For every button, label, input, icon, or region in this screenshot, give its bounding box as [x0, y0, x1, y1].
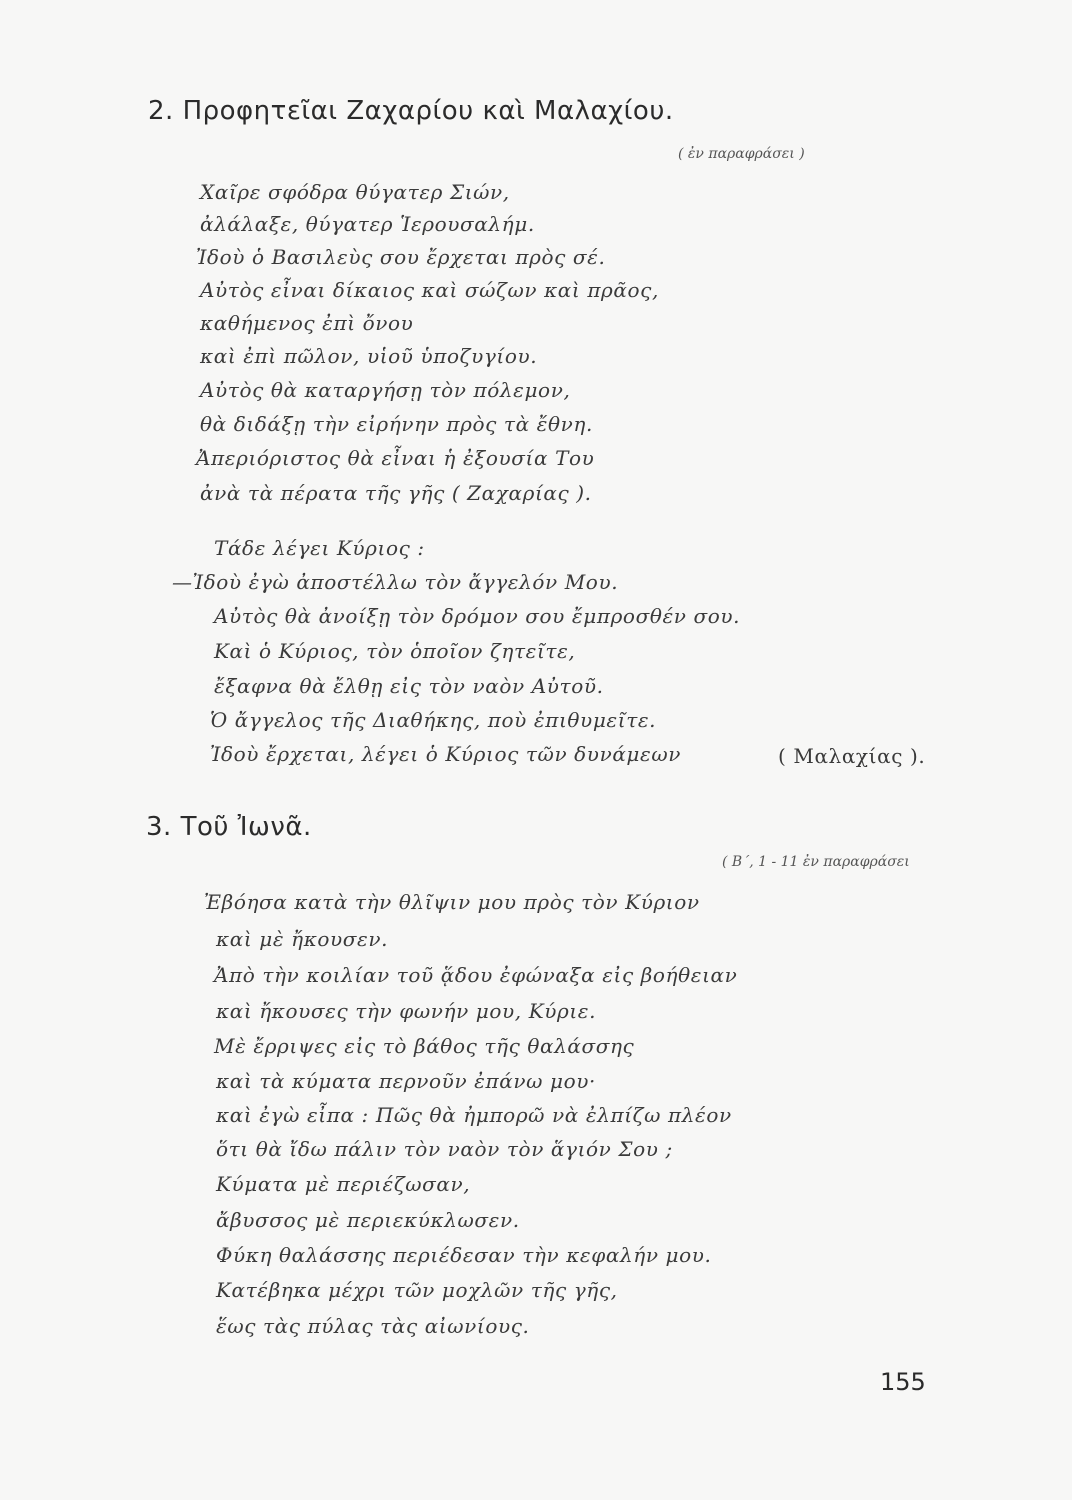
verse-line: ἔξαφνα θὰ ἔλθῃ εἰς τὸν ναὸν Αὐτοῦ. [214, 674, 604, 698]
verse-line: καὶ ἐγὼ εἶπα : Πῶς θὰ ἠμπορῶ νὰ ἐλπίζω πλέον [216, 1103, 732, 1127]
verse-line: θὰ διδάξῃ τὴν εἰρήνην πρὸς τὰ ἔθνη. [200, 412, 593, 436]
verse-line: καὶ τὰ κύματα περνοῦν ἐπάνω μου· [216, 1069, 596, 1093]
section-heading-zechariah-malachi: 2. Προφητεῖαι Ζαχαρίου καὶ Μαλαχίου. [148, 96, 674, 126]
verse-line: Μὲ ἔρριψες εἰς τὸ βάθος τῆς θαλάσσης [214, 1034, 635, 1058]
verse-line: Αὐτὸς εἶναι δίκαιος καὶ σώζων καὶ πρᾶος, [200, 278, 659, 302]
attribution-malachi: ( Μαλαχίας ). [778, 744, 926, 768]
verse-line: Αὐτὸς θὰ ἀνοίξῃ τὸν δρόμον σου ἔμπροσθέν σου. [214, 604, 741, 628]
verse-line: —Ἰδοὺ ἐγὼ ἀποστέλλω τὸν ἄγγελόν Μου. [172, 570, 619, 594]
verse-line: καὶ μὲ ἤκουσεν. [216, 927, 389, 951]
verse-line: ἀλάλαξε, θύγατερ Ἱερουσαλήμ. [200, 212, 535, 236]
verse-line: Τάδε λέγει Κύριος : [214, 536, 425, 560]
paraphrase-note: ( ἐν παραφράσει ) [678, 146, 805, 162]
verse-line: Φύκη θαλάσσης περιέδεσαν τὴν κεφαλήν μου. [216, 1243, 712, 1267]
verse-line: καθήμενος ἐπὶ ὄνου [200, 311, 414, 335]
verse-line: Κατέβηκα μέχρι τῶν μοχλῶν τῆς γῆς, [216, 1278, 618, 1302]
section-heading-jonah: 3. Τοῦ Ἰωνᾶ. [146, 812, 312, 842]
verse-line: Ἰδοὺ ἔρχεται, λέγει ὁ Κύριος τῶν δυνάμεων [210, 742, 682, 766]
verse-line: Χαῖρε σφόδρα θύγατερ Σιών, [200, 180, 510, 204]
verse-line: καὶ ἤκουσες τὴν φωνήν μου, Κύριε. [216, 999, 597, 1023]
verse-line: Ἰδοὺ ὁ Βασιλεὺς σου ἔρχεται πρὸς σέ. [196, 245, 606, 269]
verse-line: Κύματα μὲ περιέζωσαν, [216, 1172, 471, 1196]
verse-line: ἄβυσσος μὲ περιεκύκλωσεν. [216, 1208, 520, 1232]
page-number: 155 [880, 1368, 926, 1396]
paraphrase-note: ( Β΄, 1 - 11 ἐν παραφράσει [722, 854, 910, 870]
verse-line: Ὁ ἄγγελος τῆς Διαθήκης, ποὺ ἐπιθυμεῖτε. [210, 708, 657, 732]
verse-line: ἕως τὰς πύλας τὰς αἰωνίους. [216, 1314, 530, 1338]
verse-line: Αὐτὸς θὰ καταργήσῃ τὸν πόλεμον, [200, 378, 571, 402]
verse-line: Ἐβόησα κατὰ τὴν θλῖψιν μου πρὸς τὸν Κύριον [204, 890, 700, 914]
verse-line: Ἀπεριόριστος θὰ εἶναι ἡ ἐξουσία Του [196, 446, 595, 470]
verse-line: Ἀπὸ τὴν κοιλίαν τοῦ ᾅδου ἐφώναξα εἰς βοήθειαν [214, 963, 738, 987]
verse-line: ὅτι θὰ ἴδω πάλιν τὸν ναὸν τὸν ἅγιόν Σου ; [216, 1137, 673, 1161]
verse-line: Καὶ ὁ Κύριος, τὸν ὁποῖον ζητεῖτε, [214, 639, 576, 663]
verse-line: καὶ ἐπὶ πῶλον, υἱοῦ ὑποζυγίου. [200, 344, 538, 368]
verse-line: ἀνὰ τὰ πέρατα τῆς γῆς ( Ζαχαρίας ). [200, 481, 592, 505]
